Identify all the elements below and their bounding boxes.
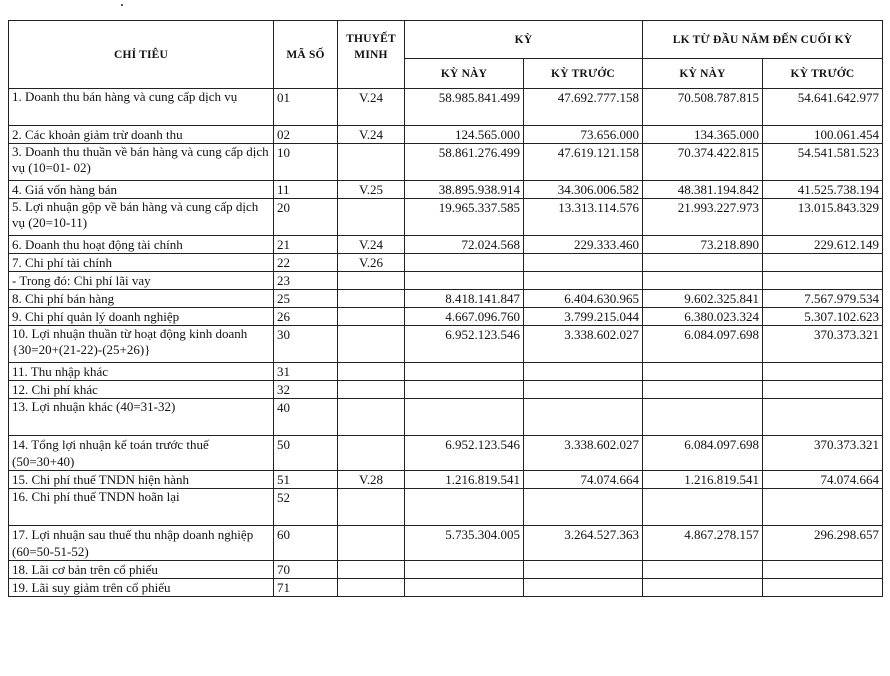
- value-ky-nay: 19.965.337.585: [405, 199, 524, 236]
- value-lk-ky-nay: 6.084.097.698: [643, 436, 763, 471]
- table-row: [9, 199, 883, 236]
- value-ky-truoc: [524, 561, 643, 579]
- value-lk-ky-truoc: [763, 561, 883, 579]
- row-label: 13. Lợi nhuận khác (40=31-32): [9, 399, 274, 436]
- row-label: 3. Doanh thu thuần về bán hàng và cung cấp dịch vụ (10=01- 02): [9, 144, 274, 181]
- value-lk-ky-truoc: 7.567.979.534: [763, 290, 883, 308]
- value-lk-ky-truoc: 370.373.321: [763, 326, 883, 363]
- value-ky-truoc: [524, 254, 643, 272]
- value-lk-ky-nay: [643, 272, 763, 290]
- value-ky-nay: 1.216.819.541: [405, 471, 524, 489]
- value-lk-ky-truoc: [763, 363, 883, 381]
- value-lk-ky-nay: [643, 561, 763, 579]
- row-code: 20: [274, 199, 338, 236]
- row-note: [338, 526, 405, 561]
- value-ky-truoc: 3.338.602.027: [524, 326, 643, 363]
- value-ky-nay: 8.418.141.847: [405, 290, 524, 308]
- value-lk-ky-truoc: [763, 579, 883, 597]
- row-note: [338, 399, 405, 436]
- table-row: [9, 181, 883, 199]
- value-ky-truoc: 3.264.527.363: [524, 526, 643, 561]
- row-label: - Trong đó: Chi phí lãi vay: [9, 272, 274, 290]
- row-note: [338, 561, 405, 579]
- row-code: 26: [274, 308, 338, 326]
- row-code: 51: [274, 471, 338, 489]
- value-ky-nay: 6.952.123.546: [405, 326, 524, 363]
- value-ky-truoc: 34.306.006.582: [524, 181, 643, 199]
- value-ky-nay: [405, 579, 524, 597]
- value-ky-nay: [405, 381, 524, 399]
- value-lk-ky-nay: 70.374.422.815: [643, 144, 763, 181]
- row-code: 10: [274, 144, 338, 181]
- value-ky-nay: 72.024.568: [405, 236, 524, 254]
- row-label: 19. Lãi suy giảm trên cổ phiếu: [9, 579, 274, 597]
- table-row: [9, 144, 883, 181]
- value-lk-ky-nay: [643, 363, 763, 381]
- value-lk-ky-nay: 6.380.023.324: [643, 308, 763, 326]
- value-lk-ky-nay: [643, 579, 763, 597]
- value-lk-ky-nay: 4.867.278.157: [643, 526, 763, 561]
- value-lk-ky-nay: [643, 489, 763, 526]
- header-thuyet-minh-line2: MINH: [354, 49, 388, 61]
- header-thuyet-minh: [338, 21, 405, 89]
- row-note: V.24: [338, 89, 405, 126]
- header-ky-nay: KỲ NÀY: [405, 59, 524, 89]
- value-ky-nay: 38.895.938.914: [405, 181, 524, 199]
- row-note: [338, 363, 405, 381]
- value-ky-nay: [405, 363, 524, 381]
- value-lk-ky-truoc: 13.015.843.329: [763, 199, 883, 236]
- header-thuyet-minh-line1: THUYẾT: [346, 33, 396, 45]
- value-ky-truoc: 47.619.121.158: [524, 144, 643, 181]
- value-ky-nay: [405, 489, 524, 526]
- value-lk-ky-truoc: 54.641.642.977: [763, 89, 883, 126]
- value-ky-truoc: 74.074.664: [524, 471, 643, 489]
- value-ky-nay: [405, 254, 524, 272]
- row-label: 17. Lợi nhuận sau thuế thu nhập doanh nghiệp (60=50-51-52): [9, 526, 274, 561]
- value-ky-nay: 5.735.304.005: [405, 526, 524, 561]
- row-code: 31: [274, 363, 338, 381]
- table-row: [9, 308, 883, 326]
- row-label: 11. Thu nhập khác: [9, 363, 274, 381]
- income-statement-table: [8, 20, 883, 597]
- table-row: [9, 326, 883, 363]
- row-code: 11: [274, 181, 338, 199]
- row-label: 18. Lãi cơ bản trên cổ phiếu: [9, 561, 274, 579]
- value-lk-ky-truoc: 229.612.149: [763, 236, 883, 254]
- row-code: 50: [274, 436, 338, 471]
- value-lk-ky-truoc: 296.298.657: [763, 526, 883, 561]
- income-statement-sheet: [8, 20, 882, 597]
- row-label: 14. Tổng lợi nhuận kế toán trước thuế (50=30+40): [9, 436, 274, 471]
- value-lk-ky-truoc: [763, 399, 883, 436]
- table-row: [9, 381, 883, 399]
- row-code: 71: [274, 579, 338, 597]
- value-lk-ky-nay: 134.365.000: [643, 126, 763, 144]
- value-lk-ky-truoc: 41.525.738.194: [763, 181, 883, 199]
- row-label: 16. Chi phí thuế TNDN hoãn lại: [9, 489, 274, 526]
- value-lk-ky-truoc: [763, 254, 883, 272]
- table-row: [9, 471, 883, 489]
- value-lk-ky-nay: 1.216.819.541: [643, 471, 763, 489]
- table-row: [9, 126, 883, 144]
- table-row: [9, 526, 883, 561]
- row-label: 12. Chi phí khác: [9, 381, 274, 399]
- row-code: 32: [274, 381, 338, 399]
- value-ky-truoc: [524, 272, 643, 290]
- value-ky-truoc: [524, 399, 643, 436]
- table-row: [9, 363, 883, 381]
- value-ky-nay: 4.667.096.760: [405, 308, 524, 326]
- value-ky-truoc: [524, 381, 643, 399]
- value-ky-truoc: [524, 489, 643, 526]
- row-note: [338, 290, 405, 308]
- row-note: [338, 326, 405, 363]
- value-ky-nay: 58.861.276.499: [405, 144, 524, 181]
- value-lk-ky-truoc: 100.061.454: [763, 126, 883, 144]
- row-code: 01: [274, 89, 338, 126]
- row-code: 22: [274, 254, 338, 272]
- row-code: 40: [274, 399, 338, 436]
- row-label: 9. Chi phí quản lý doanh nghiệp: [9, 308, 274, 326]
- row-note: [338, 144, 405, 181]
- row-note: [338, 436, 405, 471]
- value-ky-truoc: 3.799.215.044: [524, 308, 643, 326]
- row-label: 2. Các khoản giảm trừ doanh thu: [9, 126, 274, 144]
- report-body: [9, 89, 883, 597]
- value-lk-ky-truoc: [763, 489, 883, 526]
- row-note: [338, 381, 405, 399]
- row-code: 52: [274, 489, 338, 526]
- row-note: V.28: [338, 471, 405, 489]
- value-ky-nay: 124.565.000: [405, 126, 524, 144]
- value-ky-truoc: 73.656.000: [524, 126, 643, 144]
- value-lk-ky-nay: 21.993.227.973: [643, 199, 763, 236]
- table-row: [9, 561, 883, 579]
- value-lk-ky-truoc: 54.541.581.523: [763, 144, 883, 181]
- value-ky-truoc: 13.313.114.576: [524, 199, 643, 236]
- value-ky-truoc: [524, 363, 643, 381]
- table-row: [9, 272, 883, 290]
- table-row: [9, 236, 883, 254]
- row-label: 15. Chi phí thuế TNDN hiện hành: [9, 471, 274, 489]
- value-ky-truoc: 3.338.602.027: [524, 436, 643, 471]
- row-code: 70: [274, 561, 338, 579]
- value-ky-nay: [405, 561, 524, 579]
- value-lk-ky-nay: 6.084.097.698: [643, 326, 763, 363]
- row-code: 23: [274, 272, 338, 290]
- value-lk-ky-nay: [643, 381, 763, 399]
- scan-speck: [121, 4, 123, 6]
- table-row: [9, 254, 883, 272]
- value-ky-nay: 58.985.841.499: [405, 89, 524, 126]
- table-row: [9, 89, 883, 126]
- row-label: 5. Lợi nhuận gộp về bán hàng và cung cấp dịch vụ (20=10-11): [9, 199, 274, 236]
- value-lk-ky-nay: [643, 254, 763, 272]
- row-note: [338, 579, 405, 597]
- value-lk-ky-truoc: [763, 272, 883, 290]
- value-lk-ky-nay: 9.602.325.841: [643, 290, 763, 308]
- row-code: 02: [274, 126, 338, 144]
- value-ky-truoc: 47.692.777.158: [524, 89, 643, 126]
- table-row: [9, 579, 883, 597]
- value-ky-nay: [405, 399, 524, 436]
- row-label: 1. Doanh thu bán hàng và cung cấp dịch vụ: [9, 89, 274, 126]
- value-ky-truoc: 229.333.460: [524, 236, 643, 254]
- header-ky: KỲ: [405, 21, 643, 59]
- value-lk-ky-truoc: 370.373.321: [763, 436, 883, 471]
- value-lk-ky-truoc: [763, 381, 883, 399]
- row-note: [338, 199, 405, 236]
- value-lk-ky-nay: 48.381.194.842: [643, 181, 763, 199]
- value-ky-truoc: 6.404.630.965: [524, 290, 643, 308]
- value-ky-truoc: [524, 579, 643, 597]
- header-luy-ke: LK TỪ ĐẦU NĂM ĐẾN CUỐI KỲ: [643, 21, 883, 59]
- row-note: [338, 489, 405, 526]
- header-ky-truoc: KỲ TRƯỚC: [524, 59, 643, 89]
- row-note: V.25: [338, 181, 405, 199]
- table-row: [9, 489, 883, 526]
- table-row: [9, 399, 883, 436]
- row-label: 4. Giá vốn hàng bán: [9, 181, 274, 199]
- header-ma-so: MÃ SỐ: [274, 21, 338, 89]
- row-code: 25: [274, 290, 338, 308]
- row-code: 21: [274, 236, 338, 254]
- row-note: [338, 308, 405, 326]
- value-lk-ky-truoc: 74.074.664: [763, 471, 883, 489]
- row-note: [338, 272, 405, 290]
- row-code: 30: [274, 326, 338, 363]
- table-row: [9, 436, 883, 471]
- row-note: V.26: [338, 254, 405, 272]
- header-lk-ky-nay: KỲ NÀY: [643, 59, 763, 89]
- value-lk-ky-nay: [643, 399, 763, 436]
- row-label: 7. Chi phí tài chính: [9, 254, 274, 272]
- row-code: 60: [274, 526, 338, 561]
- value-ky-nay: 6.952.123.546: [405, 436, 524, 471]
- value-ky-nay: [405, 272, 524, 290]
- value-lk-ky-nay: 70.508.787.815: [643, 89, 763, 126]
- row-label: 8. Chi phí bán hàng: [9, 290, 274, 308]
- row-label: 10. Lợi nhuận thuần từ hoạt động kinh doanh {30=20+(21-22)-(25+26)}: [9, 326, 274, 363]
- table-row: [9, 290, 883, 308]
- value-lk-ky-truoc: 5.307.102.623: [763, 308, 883, 326]
- header-lk-ky-truoc: KỲ TRƯỚC: [763, 59, 883, 89]
- value-lk-ky-nay: 73.218.890: [643, 236, 763, 254]
- row-note: V.24: [338, 126, 405, 144]
- header-chi-tieu: CHỈ TIÊU: [9, 21, 274, 89]
- row-label: 6. Doanh thu hoạt động tài chính: [9, 236, 274, 254]
- row-note: V.24: [338, 236, 405, 254]
